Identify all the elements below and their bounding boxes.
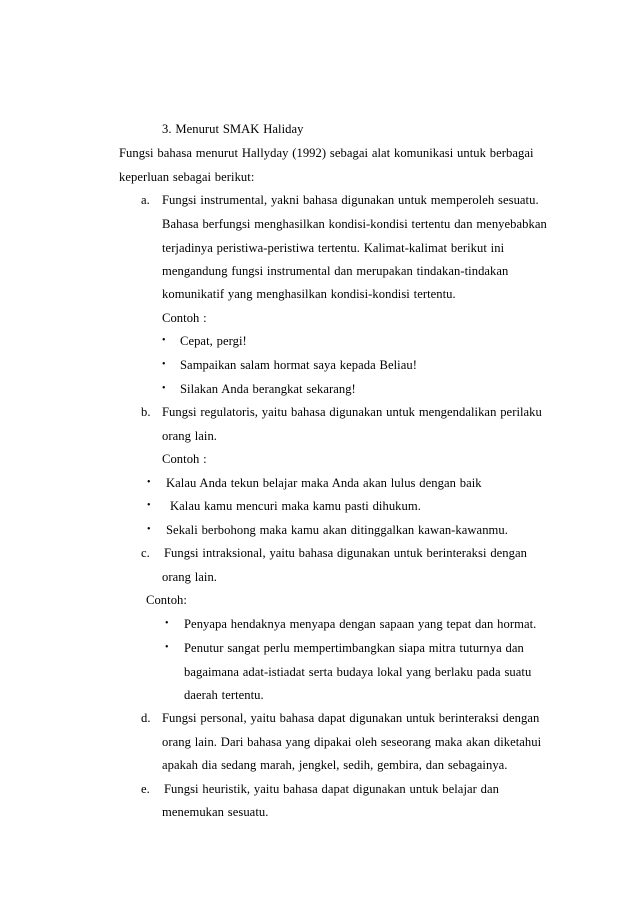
item-d-line-1: Fungsi personal, yaitu bahasa dapat digunakan untuk berinteraksi dengan — [162, 711, 540, 725]
bullet-icon: • — [162, 335, 166, 346]
item-c-example-2-cont-1: bagaimana adat-istiadat serta budaya lokal yang berlaku pada suatu — [184, 665, 532, 679]
bullet-icon: • — [147, 477, 151, 488]
bullet-icon: • — [165, 642, 169, 653]
bullet-icon: • — [147, 524, 151, 535]
item-c-example-2: Penutur sangat perlu mempertimbangkan siapa mitra tuturnya dan — [184, 641, 524, 655]
item-e-line-1: Fungsi heuristik, yaitu bahasa dapat digunakan untuk belajar dan — [164, 782, 500, 796]
item-c-example-2-cont-2: daerah tertentu. — [184, 688, 264, 702]
item-a-marker: a. — [141, 193, 150, 207]
item-a-line-5: komunikatif yang menghasilkan kondisi-kondisi tertentu. — [162, 287, 456, 301]
bullet-icon: • — [147, 500, 151, 511]
item-b-example-2: Kalau kamu mencuri maka kamu pasti dihukum. — [170, 499, 421, 513]
item-a-example-2: Sampaikan salam hormat saya kepada Beliau! — [180, 358, 417, 372]
item-b-example-1: Kalau Anda tekun belajar maka Anda akan lulus dengan baik — [166, 476, 482, 490]
item-a-line-1: Fungsi instrumental, yakni bahasa digunakan untuk memperoleh sesuatu. — [162, 193, 539, 207]
item-b-example-label: Contoh : — [162, 452, 207, 466]
item-b-line-2: orang lain. — [162, 429, 218, 443]
item-c-example-1: Penyapa hendaknya menyapa dengan sapaan yang tepat dan hormat. — [184, 617, 537, 631]
item-e-line-2: menemukan sesuatu. — [162, 805, 269, 819]
item-a-example-1: Cepat, pergi! — [180, 334, 247, 348]
bullet-icon: • — [165, 618, 169, 629]
item-d-line-2: orang lain. Dari bahasa yang dipakai oleh seseorang maka akan diketahui — [162, 735, 542, 749]
item-c-line-2: orang lain. — [162, 570, 218, 584]
item-d-marker: d. — [141, 711, 151, 725]
bullet-icon: • — [162, 383, 166, 394]
item-a-line-2: Bahasa berfungsi menghasilkan kondisi-kondisi tertentu dan menyebabkan — [162, 217, 547, 231]
item-d-line-3: apakah dia sedang marah, jengkel, sedih, gembira, dan sebagainya. — [162, 758, 508, 772]
item-e-marker: e. — [141, 782, 150, 796]
bullet-icon: • — [162, 359, 166, 370]
item-c-marker: c. — [141, 546, 150, 560]
intro-line-2: keperluan sebagai berikut: — [119, 170, 255, 184]
item-a-line-4: mengandung fungsi instrumental dan merupakan tindakan-tindakan — [162, 264, 509, 278]
item-b-line-1: Fungsi regulatoris, yaitu bahasa digunakan untuk mengendalikan perilaku — [162, 405, 542, 419]
item-c-example-label: Contoh: — [146, 593, 187, 607]
item-a-line-3: terjadinya peristiwa-peristiwa tertentu. Kalimat-kalimat berikut ini — [162, 241, 505, 255]
intro-line-1: Fungsi bahasa menurut Hallyday (1992) sebagai alat komunikasi untuk berbagai — [119, 146, 534, 160]
section-heading: 3. Menurut SMAK Haliday — [162, 122, 304, 136]
item-a-example-3: Silakan Anda berangkat sekarang! — [180, 382, 356, 396]
item-a-example-label: Contoh : — [162, 311, 207, 325]
item-c-line-1: Fungsi intraksional, yaitu bahasa digunakan untuk berinteraksi dengan — [164, 546, 527, 560]
item-b-example-3: Sekali berbohong maka kamu akan ditinggalkan kawan-kawanmu. — [166, 523, 508, 537]
item-b-marker: b. — [141, 405, 151, 419]
